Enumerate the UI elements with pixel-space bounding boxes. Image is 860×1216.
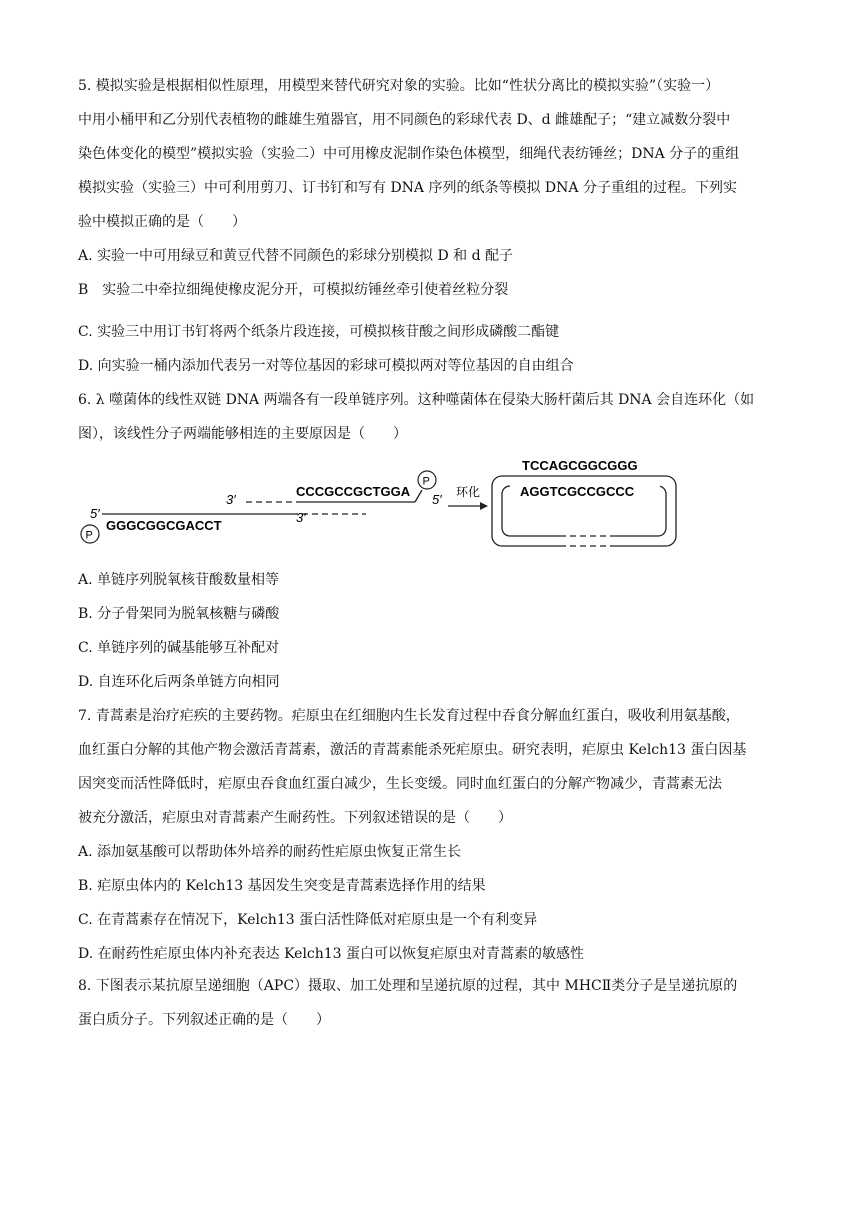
three-prime-top-label: 3′ — [226, 492, 236, 507]
q7-option-a: A. 添加氨基酸可以帮助体外培养的耐药性疟原虫恢复正常生长 — [78, 844, 462, 860]
q5-option-a: A. 实验一中可用绿豆和黄豆代替不同颜色的彩球分别模拟 D 和 d 配子 — [78, 248, 513, 264]
q5-stem-line-3: 染色体变化的模型”模拟实验（实验二）中可用橡皮泥制作染色体模型，细绳代表纺锤丝；DNA 分子的重组 — [78, 146, 740, 162]
dna-circularization-diagram — [70, 452, 710, 560]
q7-option-d: D. 在耐药性疟原虫体内补充表达 Kelch13 蛋白可以恢复疟原虫对青蒿素的敏感性 — [78, 946, 585, 962]
q5-stem-line-4: 模拟实验（实验三）中可利用剪刀、订书钉和写有 DNA 序列的纸条等模拟 DNA 分子重组的过程。下列实 — [78, 180, 737, 196]
three-prime-bottom-label: 3′ — [296, 510, 306, 525]
ring-inner-sequence: AGGTCGCCGCCC — [520, 484, 635, 499]
q7-stem-line-1: 7. 青蒿素是治疗疟疾的主要药物。疟原虫在红细胞内生长发育过程中吞食分解血红蛋白，吸收利用氨基酸， — [78, 708, 740, 724]
five-prime-left-label: 5′ — [90, 506, 100, 521]
q5-stem-line-2: 中用小桶甲和乙分别代表植物的雌雄生殖器官，用不同颜色的彩球代表 D、d 雌雄配子；“建立减数分裂中 — [78, 112, 731, 128]
arrow-head — [480, 502, 488, 510]
q5-option-b: B 实验二中牵拉细绳使橡皮泥分开，可模拟纺锤丝牵引使着丝粒分裂 — [78, 282, 509, 298]
five-prime-right-label: 5′ — [432, 492, 442, 507]
ring-gap-mask — [560, 530, 612, 550]
arrow-label: 环化 — [456, 485, 481, 499]
top-strand-sequence: CCCGCCGCTGGA — [296, 484, 411, 499]
ring-outer-sequence: TCCAGCGGCGGG — [522, 458, 638, 473]
q6-stem-line-2: 图），该线性分子两端能够相连的主要原因是（ ） — [78, 426, 407, 442]
q6-option-c: C. 单链序列的碱基能够互补配对 — [78, 640, 280, 656]
q7-stem-line-2: 血红蛋白分解的其他产物会激活青蒿素，激活的青蒿素能杀死疟原虫。研究表明，疟原虫 Kelch13 蛋白因基 — [78, 742, 747, 758]
q7-option-b: B. 疟原虫体内的 Kelch13 基因发生突变是青蒿素选择作用的结果 — [78, 878, 486, 894]
q6-option-b: B. 分子骨架同为脱氧核糖与磷酸 — [78, 606, 280, 622]
q8-stem-line-1: 8. 下图表示某抗原呈递细胞（APC）摄取、加工处理和呈递抗原的过程，其中 MHCⅡ类分子是呈递抗原的 — [78, 978, 738, 994]
q7-stem-line-3: 因突变而活性降低时，疟原虫吞食血红蛋白减少，生长变缓。同时血红蛋白的分解产物减少，青蒿素无法 — [78, 776, 722, 792]
q5-stem-line-1: 5. 模拟实验是根据相似性原理，用模型来替代研究对象的实验。比如“性状分离比的模拟实验”（实验一） — [78, 78, 720, 94]
q8-stem-line-2: 蛋白质分子。下列叙述正确的是（ ） — [78, 1012, 330, 1028]
q7-stem-line-4: 被充分激活，疟原虫对青蒿素产生耐药性。下列叙述错误的是（ ） — [78, 810, 512, 826]
q7-option-c: C. 在青蒿素存在情况下，Kelch13 蛋白活性降低对疟原虫是一个有利变异 — [78, 912, 538, 928]
q6-option-a: A. 单链序列脱氧核苷酸数量相等 — [78, 572, 280, 588]
phosphate-left-label: P — [85, 529, 93, 542]
q5-option-c: C. 实验三中用订书钉将两个纸条片段连接，可模拟核苷酸之间形成磷酸二酯键 — [78, 324, 560, 340]
top-strand-kink — [415, 490, 422, 502]
q5-stem-line-5: 验中模拟正确的是（ ） — [78, 214, 246, 230]
phosphate-right-label: P — [422, 475, 430, 488]
q6-stem-line-1: 6. λ 噬菌体的线性双链 DNA 两端各有一段单链序列。这种噬菌体在侵染大肠杆菌后其 DNA 会自连环化（如 — [78, 392, 755, 408]
q6-option-d: D. 自连环化后两条单链方向相同 — [78, 674, 280, 690]
bottom-strand-sequence: GGGCGGCGACCT — [106, 518, 222, 533]
q5-option-d: D. 向实验一桶内添加代表另一对等位基因的彩球可模拟两对等位基因的自由组合 — [78, 358, 574, 374]
